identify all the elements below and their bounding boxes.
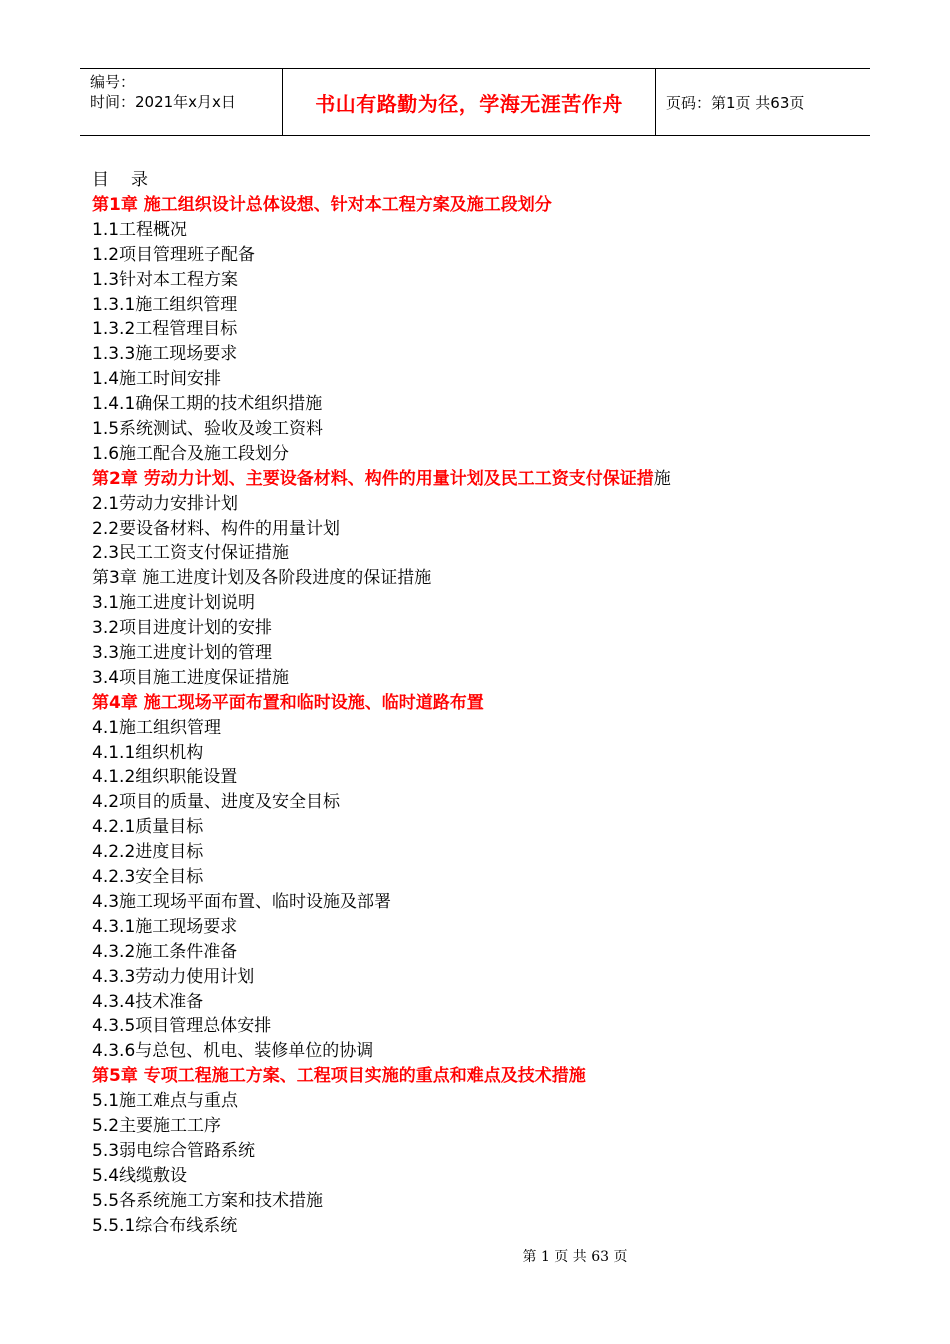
toc-entry-text: 1.3.1施工组织管理 — [92, 294, 238, 315]
toc-entry — [92, 541, 862, 566]
toc-entry-text: 1.2项目管理班子配备 — [92, 244, 256, 265]
toc-entry — [92, 392, 862, 417]
time-label: 时间：2021年x月x日 — [90, 93, 236, 111]
toc-entry-text: 第5章 专项工程施工方案、工程项目实施的重点和难点及技术措施 — [92, 1066, 586, 1087]
toc-entry — [92, 268, 862, 293]
toc-entry — [92, 417, 862, 442]
toc-entry — [92, 840, 862, 865]
toc-entry-text: 4.2.2进度目标 — [92, 842, 204, 863]
page-info-text: 页码：第1页 共63页 — [666, 93, 805, 112]
toc-entry — [92, 815, 862, 840]
toc-entry-text: 2.2要设备材料、构件的用量计划 — [92, 518, 341, 539]
toc-entry — [92, 342, 862, 367]
toc-entry-text: 4.1施工组织管理 — [92, 717, 222, 738]
toc-title: 目录 — [92, 170, 170, 190]
motto-text: 书山有路勤为径，学海无涯苦作舟 — [315, 91, 623, 116]
toc-entry-text: 3.2项目进度计划的安排 — [92, 618, 273, 639]
header-page-cell — [656, 69, 870, 135]
toc-entry — [92, 890, 862, 915]
toc-entry — [92, 940, 862, 965]
toc-entry-tail-text: 施 — [653, 468, 671, 489]
toc-entry — [92, 641, 862, 666]
toc-chapter-entry — [92, 1064, 862, 1089]
toc-entry — [92, 243, 862, 268]
header-meta-cell — [80, 69, 283, 135]
toc-entry-text: 4.3.3劳动力使用计划 — [92, 966, 255, 987]
toc-chapter-entry — [92, 467, 862, 492]
toc-entry — [92, 1139, 862, 1164]
toc-entry-text: 4.3.4技术准备 — [92, 991, 204, 1012]
toc-entry — [92, 990, 862, 1015]
toc-entry — [92, 517, 862, 542]
toc-entry-text: 5.3弱电综合管路系统 — [92, 1140, 256, 1161]
toc-entry-text: 第3章 施工进度计划及各阶段进度的保证措施 — [92, 568, 432, 589]
toc-entry-text: 4.3.1施工现场要求 — [92, 916, 238, 937]
header-motto-cell — [283, 69, 656, 135]
toc-entry-text: 4.1.1组织机构 — [92, 742, 204, 763]
toc-entry-text: 4.2项目的质量、进度及安全目标 — [92, 792, 341, 813]
toc-entry-text: 1.6施工配合及施工段划分 — [92, 443, 290, 464]
page-header-table — [80, 68, 870, 136]
toc-entry-text: 5.5.1综合布线系统 — [92, 1215, 238, 1236]
toc-entry-text: 2.3民工工资支付保证措施 — [92, 543, 290, 564]
toc-entry-text: 5.5各系统施工方案和技术措施 — [92, 1190, 324, 1211]
toc-entry-text: 1.3.2工程管理目标 — [92, 319, 238, 340]
toc-entry — [92, 1014, 862, 1039]
toc-entry — [92, 716, 862, 741]
toc-entry — [92, 616, 862, 641]
footer-page-number: 第 1 页 共 63 页 — [522, 1249, 628, 1265]
toc-entry-text: 4.1.2组织职能设置 — [92, 767, 238, 788]
toc-entry — [92, 915, 862, 940]
toc-entry-text: 5.4线缆敷设 — [92, 1165, 188, 1186]
toc-entry — [92, 317, 862, 342]
toc-entry-text: 5.1施工难点与重点 — [92, 1091, 239, 1112]
table-of-contents — [92, 168, 862, 1238]
toc-entry — [92, 492, 862, 517]
toc-entry-text: 5.2主要施工工序 — [92, 1115, 222, 1136]
toc-entry-text: 4.3施工现场平面布置、临时设施及部署 — [92, 891, 392, 912]
toc-entry — [92, 293, 862, 318]
toc-entry — [92, 591, 862, 616]
toc-entry — [92, 218, 862, 243]
toc-entry-text: 2.1劳动力安排计划 — [92, 493, 239, 514]
toc-entry-text: 1.5系统测试、验收及竣工资料 — [92, 419, 324, 440]
toc-entry-text: 第1章 施工组织设计总体设想、针对本工程方案及施工段划分 — [92, 195, 552, 215]
toc-entry-text: 1.3.3施工现场要求 — [92, 344, 238, 365]
toc-entry — [92, 1039, 862, 1064]
toc-entry — [92, 741, 862, 766]
toc-entry — [92, 1214, 862, 1239]
toc-entry-text: 4.2.3安全目标 — [92, 867, 204, 888]
toc-entry — [92, 1114, 862, 1139]
toc-entry-text: 1.4施工时间安排 — [92, 369, 222, 390]
toc-entry — [92, 1189, 862, 1214]
toc-entry-text: 第4章 施工现场平面布置和临时设施、临时道路布置 — [92, 692, 484, 713]
toc-entry — [92, 1089, 862, 1114]
toc-entry-text: 1.1工程概况 — [92, 219, 188, 240]
toc-entry-text: 3.3施工进度计划的管理 — [92, 643, 273, 664]
toc-entry — [92, 965, 862, 990]
toc-entry-text: 1.3针对本工程方案 — [92, 269, 239, 290]
toc-entry-text: 3.1施工进度计划说明 — [92, 593, 256, 614]
toc-entry — [92, 1164, 862, 1189]
toc-chapter-entry — [92, 566, 862, 591]
toc-chapter-entry — [92, 691, 862, 716]
toc-entry — [92, 442, 862, 467]
toc-entry-text: 4.3.5项目管理总体安排 — [92, 1016, 272, 1037]
serial-number-label: 编号： — [90, 73, 136, 91]
toc-entry — [92, 865, 862, 890]
page-footer — [0, 1246, 950, 1266]
toc-entry-text: 4.2.1质量目标 — [92, 817, 204, 838]
toc-entry-text: 1.4.1确保工期的技术组织措施 — [92, 394, 323, 415]
toc-entry — [92, 666, 862, 691]
toc-chapter-entry — [92, 193, 862, 218]
toc-entry-text: 第2章 劳动力计划、主要设备材料、构件的用量计划及民工工资支付保证措 — [92, 468, 654, 489]
toc-entry-text: 3.4项目施工进度保证措施 — [92, 667, 290, 688]
toc-entry-text: 4.3.6与总包、机电、装修单位的协调 — [92, 1041, 374, 1062]
toc-entry — [92, 790, 862, 815]
toc-entry-text: 4.3.2施工条件准备 — [92, 941, 238, 962]
toc-entry — [92, 367, 862, 392]
toc-lines — [92, 193, 862, 1238]
toc-entry — [92, 765, 862, 790]
